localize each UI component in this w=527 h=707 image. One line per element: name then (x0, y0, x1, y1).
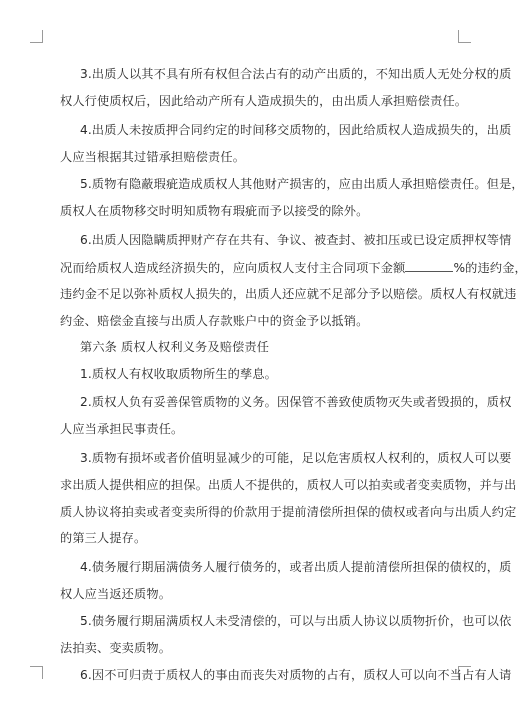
paragraph-line: 人应当承担民事责任。 (60, 422, 184, 436)
paragraph-line: 6.因不可归责于质权人的事由而丧失对质物的占有，质权人可以向不当占有人请 (80, 668, 512, 682)
paragraph-line: 求出质人提供相应的担保。出质人不提供的，质权人可以拍卖或者变卖质物，并与出 (60, 478, 517, 492)
paragraph-line: 5.债务履行期届满质权人未受清偿的，可以与出质人协议以质物折价，也可以依 (80, 614, 512, 628)
paragraph-line: 的第三人提存。 (60, 531, 147, 545)
paragraph-line: 3.质物有损坏或者价值明显减少的可能，足以危害质权人权利的，质权人可以要 (80, 451, 512, 465)
paragraph-line: 权人行使质权后，因此给动产所有人造成损失的，由出质人承担赔偿责任。 (60, 94, 468, 108)
paragraph-line: 人应当根据其过错承担赔偿责任。 (60, 150, 246, 164)
paragraph-line: 6.出质人因隐瞒质押财产存在共有、争议、被查封、被扣压或已设定质押权等情 (80, 233, 512, 247)
paragraph-line: 1.质权人有权收取质物所生的孳息。 (80, 367, 277, 381)
paragraph-line: 违约金不足以弥补质权人损失的，出质人还应就不足部分予以赔偿。质权人有权就违 (60, 287, 517, 301)
paragraph-line: 法拍卖、变卖质物。 (60, 641, 172, 655)
paragraph-text: %的违约金， (453, 261, 527, 275)
paragraph-line: 约金、赔偿金直接与出质人存款账户中的资金予以抵销。 (60, 314, 369, 328)
crop-mark-bottom-left (30, 666, 43, 679)
paragraph-line: 5.质物有隐蔽瑕疵造成质权人其他财产损害的，应由出质人承担赔偿责任。但是， (80, 177, 524, 191)
paragraph-line: 4.债务履行期届满债务人履行债务的，或者出质人提前清偿所担保的债权的，质 (80, 560, 512, 574)
paragraph-line: 3.出质人以其不具有所有权但合法占有的动产出质的，不知出质人无处分权的质 (80, 67, 512, 81)
paragraph-line: 4.出质人未按质押合同约定的时间移交质物的，因此给质权人造成损失的，出质 (80, 123, 512, 137)
section-heading: 第六条 质权人权利义务及赔偿责任 (80, 340, 270, 354)
paragraph-line-with-blank (60, 259, 527, 276)
paragraph-text: 况而给质权人造成经济损失的，应向质权人支付主合同项下金额 (60, 261, 406, 275)
crop-mark-top-right (458, 30, 471, 43)
crop-mark-top-left (30, 30, 43, 43)
paragraph-line: 权人应当返还质物。 (60, 587, 172, 601)
paragraph-line: 质人协议将拍卖或者变卖所得的价款用于提前清偿所担保的债权或者向与出质人约定 (60, 505, 517, 519)
fill-in-blank (405, 259, 453, 272)
paragraph-line: 质权人在质物移交时明知质物有瑕疵而予以接受的除外。 (60, 204, 369, 218)
paragraph-line: 2.质权人负有妥善保管质物的义务。因保管不善致使质物灭失或者毁损的，质权 (80, 395, 512, 409)
